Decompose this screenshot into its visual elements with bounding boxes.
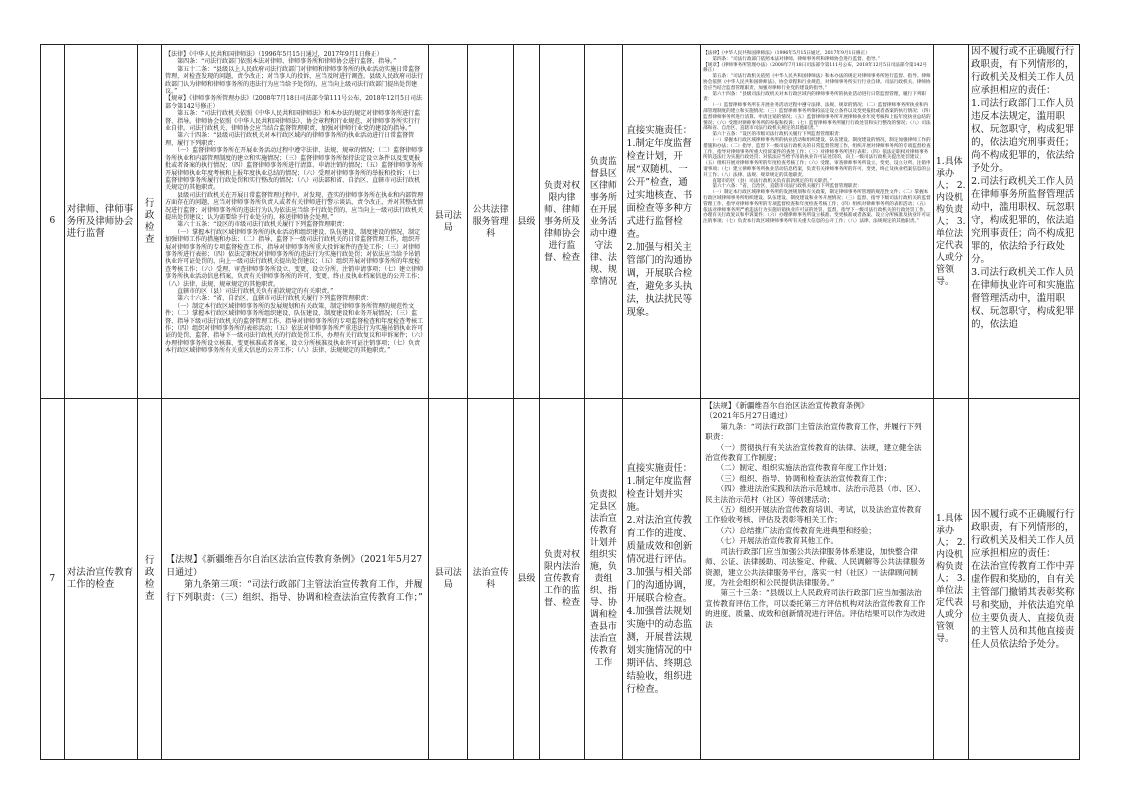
- legal-reference: 【法律】《中华人民共和国律师法》（1996年5月15日通过，2017年9月1日修正） 第四条：“司法行政部门依照本法对律师、律师事务所和律师协会进行监督、指导。” 【规章】《律师事务所管理办法》（2008年7月18日司法部令第111号公布，2018年12月5日司法部令第142号修正） 第五条：“司法行政机关依照《中华人民共和国律师法》和本办法的规定对律师事务所进行监督、指导。律师协会依照《中华人民共和国律师法》、协会章程和行业规范，对律师事务所实行行业自律。司法行政机关、律师协会应当结合监督管理职责，加强对律师行业党的建设的指导。” 第六十四条：“县级司法行政机关对本行政区域内的律师事务所的执业活动进行日常监督管理，履行下列职责： （一）监督律师事务所在开展业务活动过程中遵守法律、法规、规章的情况；（二）监督律师事务所执业和内部管理制度的建立和实施情况；（三）监督律师事务所保持法定设立条件以及变更报批或者备案的执行情况；（四）监督律师事务所进行清算、申请注销的情况；（五）监督律师事务所开展律师执业年度考核和上报年度执业总结的情况；（六）受理对律师事务所的举报和投诉；（七）监督律师事务所履行行政处罚和实行整改的情况；（八）司法部和省、自治区、直辖市司法行政机关规定的其他职责。” 第六十五条：“设区的市级司法行政机关履行下列监督管理职责： （一）掌握本行政区域律师事务所的执业活动和组织建设、队伍建设、制度建设的情况，制定加强律师工作的措施和办法；（二）指导、监督下一级司法行政机关的日常监督管理工作，组织开展对律师事务所的专项监督检查工作，指导对律师事务所重大投诉案件的查处工作；（三）对律师事务所进行表彰；（四）依法定职权对律师事务所的违法行为实施行政处罚；对依法应当给予吊销执业许可证处罚的，向上一级司法行政机关提出处罚建议；（五）组织开展对律师事务所的年度检查考核工作；（六）受理、审查律师事务所设立、变更、设立分所、注销申请事项；（七）建立律师事务所执业活动信息档案，负责有关律师事务所的许可、变更、终止及执业档案信息的公开工作；（八）法律、法规、规章规定的其他职责。 直辖市的区（县）司法行政机关负有前款规定的有关职责。” 第六十六条：“省、自治区、直辖市司法行政机关履行下列监督管理职责： （一）制定本行政区域律师事务所的发展规划和有关政策，制定律师事务所管理的规范性文件；（二）掌握本行政区域律师事务所组织建设、队伍建设、制度建设和业务开展情况；（三）监督、指导下级司法行政机关的监督管理工作，指导对律师事务所的专项监督检查和年度检查考核工作；（四）组织对律师事务所的表彰活动；（五）依法对律师事务所严重违法行为实施吊销执业许可证的处罚，监督、指导下一级司法行政机关的行政处罚工作，办理有关行政复议和申诉案件；（六）办理律师事务所设立核准、变更核准或者备案、设立分所核准及执业许可证注销事项；（七）负责本行政区域律师事务所有关重大信息的公开工作；（八）法律、法规规定的其他职责。”: [701, 45, 934, 399]
- item-category: 行政检查: [138, 45, 162, 399]
- row-number: 7: [41, 399, 65, 760]
- responsibility-table-sheet: [40, 44, 1080, 752]
- internal-office: 公共法律服务管理科: [468, 45, 514, 399]
- table-row: [41, 399, 1080, 760]
- accountability: 因不履行或不正确履行行政职责，有下列情形的，行政机关及相关工作人员应承担相应的责任： 1.司法行政部门工作人员违反本法规定，滥用职权、玩忽职守，构成犯罪的，依法追究刑事责任；尚不构成犯罪的，依法给予处分。 2.司法行政机关工作人员在律师事务所监督管理活动中，滥用职权、玩忽职守，构成犯罪的，依法追究刑事责任；尚不构成犯罪的，依法给予行政处分。 3.司法行政机关工作人员在律师执业许可和实施监督管理活动中，滥用职权、玩忽职守，构成犯罪的，依法追: [969, 45, 1080, 399]
- legal-basis: 【法规】《新疆维吾尔自治区法治宣传教育条例》（2021年5月27日通过） 第九条第三项：“司法行政部门主管法治宣传教育工作，并履行下列职责：（三）组织、指导、协调和检查法治宣传教育工作；”: [162, 399, 429, 760]
- accountability: 因不履行或不正确履行行政职责，有下列情形的，行政机关及相关工作人员应承担相应的责任： 在法治宣传教育工作中弄虚作假和奖励的，自有关主管部门撤销其表彰奖称号和奖励，并依法追究单位主要负责人、直接负责的主管人员和其他直接责任人员依法给予处分。: [969, 399, 1080, 760]
- internal-office: 法治宣传科: [468, 399, 514, 760]
- item-category: 行政检查: [138, 399, 162, 760]
- responsibility-scope: 负责对权限内律师、律师事务所及律师协会进行监督、检查: [539, 45, 585, 399]
- item-name: 对法治宣传教育工作的检查: [64, 399, 137, 760]
- implementing-department: 县司法局: [429, 45, 468, 399]
- legal-basis: 【法律】《中华人民共和国律师法》（1996年5月15日通过，2017年9月1日修正） 第四条：“司法行政部门依照本法对律师、律师事务所和律师协会进行监督、指导。” 第五十二条：“县级以上人民政府司法行政部门对律师和律师事务所的执业活动实施日常监督管理，对检查发现的问题，责令改正；对当事人的投诉，应当及时进行调查。县级人民政府司法行政部门认为律师和律师事务所的违法行为应当给予处罚的，应当向上级司法行政部门提出处罚建议。” 【规章】《律师事务所管理办法》（2008年7月18日司法部令第111号公布，2018年12月5日司法部令第142号修正） 第五条：“司法行政机关依照《中华人民共和国律师法》和本办法的规定对律师事务所进行监督、指导。律师协会依照《中华人民共和国律师法》、协会章程和行业规范，对律师事务所实行行业自律。司法行政机关、律师协会应当结合监督管理职责，加强对律师行业党的建设的指导。” 第六十四条：“县级司法行政机关对本行政区域内的律师事务所的执业活动进行日常监督管理，履行下列职责： （一）监督律师事务所在开展业务活动过程中遵守法律、法规、规章的情况；（二）监督律师事务所执业和内部管理制度的建立和实施情况；（三）监督律师事务所保持法定设立条件以及变更报批或者备案的执行情况；（四）监督律师事务所进行清算、申请注销的情况；（五）监督律师事务所开展律师执业年度考核和上报年度执业总结的情况；（六）受理对律师事务所的举报和投诉；（七）监督律师事务所履行行政处罚和实行整改的情况；（八）司法部和省、自治区、直辖市司法行政机关规定的其他职责。 县级司法行政机关在开展日常监督管理过程中，对发现、查实的律师事务所在执业和内部管理方面存在的问题，应当对律师事务所负责人或者有关律师进行警示谈话，责令改正，并对其整改情况进行监督；对律师事务所的违法行为认为依法应当给予行政处罚的，应当向上一级司法行政机关提出处罚建议；认为需要给予行业处分的，移送律师协会处理。” 第六十五条：“设区的市级司法行政机关履行下列监督管理职责： （一）掌握本行政区域律师事务所的执业活动和组织建设、队伍建设、制度建设的情况，制定加强律师工作的措施和办法；（二）指导、监督下一级司法行政机关的日常监督管理工作，组织开展对律师事务所的专项监督检查工作，指导对律师事务所重大投诉案件的查处工作；（三）对律师事务所进行表彰；（四）依法定职权对律师事务所的违法行为实施行政处罚；对依法应当给予吊销执业许可证处罚的，向上一级司法行政机关提出处罚建议；（五）组织开展对律师事务所的年度检查考核工作；（六）受理、审查律师事务所设立、变更、设立分所、注销申请事项；（七）建立律师事务所执业活动信息档案，负责有关律师事务所的许可、变更、终止及执业档案信息的公开工作；（八）法律、法规、规章规定的其他职责。 直辖市的区（县）司法行政机关负有前款规定的有关职责。” 第六十六条：“省、自治区、直辖市司法行政机关履行下列监督管理职责： （一）制定本行政区域律师事务所的发展规划和有关政策，制定律师事务所管理的规范性文件；（二）掌握本行政区域律师事务所组织建设、队伍建设、制度建设和业务开展情况；（三）监督、指导下级司法行政机关的监督管理工作，指导对律师事务所的专项监督检查和年度检查考核工作；（四）组织对律师事务所的表彰活动；（五）依法对律师事务所严重违法行为实施吊销执业许可证的处罚，监督、指导下一级司法行政机关的行政处罚工作，办理有关行政复议和申诉案件；（六）办理律师事务所设立核准、变更核准或者备案、设立分所核准及执业许可证注销事项；（七）负责本行政区域律师事务所有关重大信息的公开工作；（八）法律、法规规定的其他职责。”: [162, 45, 429, 399]
- responsible-subject: 负责监督县区区律师事务所在开展业务活动中遵守法律、法规、规章情况: [585, 45, 622, 399]
- exercise-level: 县级: [513, 399, 539, 760]
- legal-reference: 【法规】《新疆维吾尔自治区法治宣传教育条例》 （2021年5月27日通过） 第九条：“司法行政部门主管法治宣传教育工作，并履行下列职责： （一）贯彻执行有关法治宣传教育的法律、法规，建立健全法治宣传教育工作制度； （二）制定、组织实施法治宣传教育年度工作计划； （三）组织、指导、协调和检查法治宣传教育工作； （四）推进法治实践和法治示范城市、法治示范县（市、区）、民主法治示范村（社区）等创建活动； （五）组织开展法治宣传教育培训、考试，以及法治宣传教育工作验收考核、评估及表彰等相关工作； （六）总结推广法治宣传教育先进典型和经验； （七）开展法治宣传教育其他工作。 司法行政部门应当加强公共法律服务体系建设，加快整合律师、公证、法律援助、司法鉴定、仲裁、人民调解等公共法律服务资源，建立公共法律服务平台，落实一村（社区）一法律顾问制度，为社会组织和公民提供法律服务。” 第三十三条：“县级以上人民政府司法行政部门应当加强法治宣传教育评估工作，可以委托第三方评估机构对法治宣传教育工作的进度、质量、成效和创新情况进行评估。评估结果可以作为改进法: [701, 399, 934, 760]
- implementing-department: 县司法局: [429, 399, 468, 760]
- responsibility-scope: 负责对权限内法治宣传教育工作的监督、检查: [539, 399, 585, 760]
- table-row: [41, 45, 1080, 399]
- responsibility-items: 直接实施责任： 1.制定年度监督检查计划，开展“双随机、一公开”检查，通过实地核查、书面检查等多种方式进行监督检查。 2.加强与相关主管部门的沟通协调，开展联合检查，避免多头执法，执法扰民等现象。: [622, 45, 701, 399]
- responsibility-items: 直接实施责任： 1.制定年度监督检查计划并实施。 2.对法治宣传教育工作的进度、质量成效和创新情况进行评估。 3.加强与相关部门的沟通协调，开展联合检查。 4.加强普法规划实施中的动态监测，开展普法规划实施情况的中期评估、终期总结验收，组织进行检查。: [622, 399, 701, 760]
- responsible-subject: 负责拟定县区法治宣传教育计划并组织实施，负责组织、指导、协调和检查县市法治宣传教育工作: [585, 399, 622, 760]
- exercise-level: 县级: [513, 45, 539, 399]
- responsibility-table: [40, 44, 1080, 760]
- responsible-persons: 1.具体承办人； 2.内设机构负责人； 3.单位法定代表人或分管领导。: [934, 399, 969, 760]
- responsible-persons: 1.具体承办人； 2.内设机构负责人； 3.单位法定代表人或分管领导。: [934, 45, 969, 399]
- row-number: 6: [41, 45, 65, 399]
- item-name: 对律师、律师事务所及律师协会进行监督: [64, 45, 137, 399]
